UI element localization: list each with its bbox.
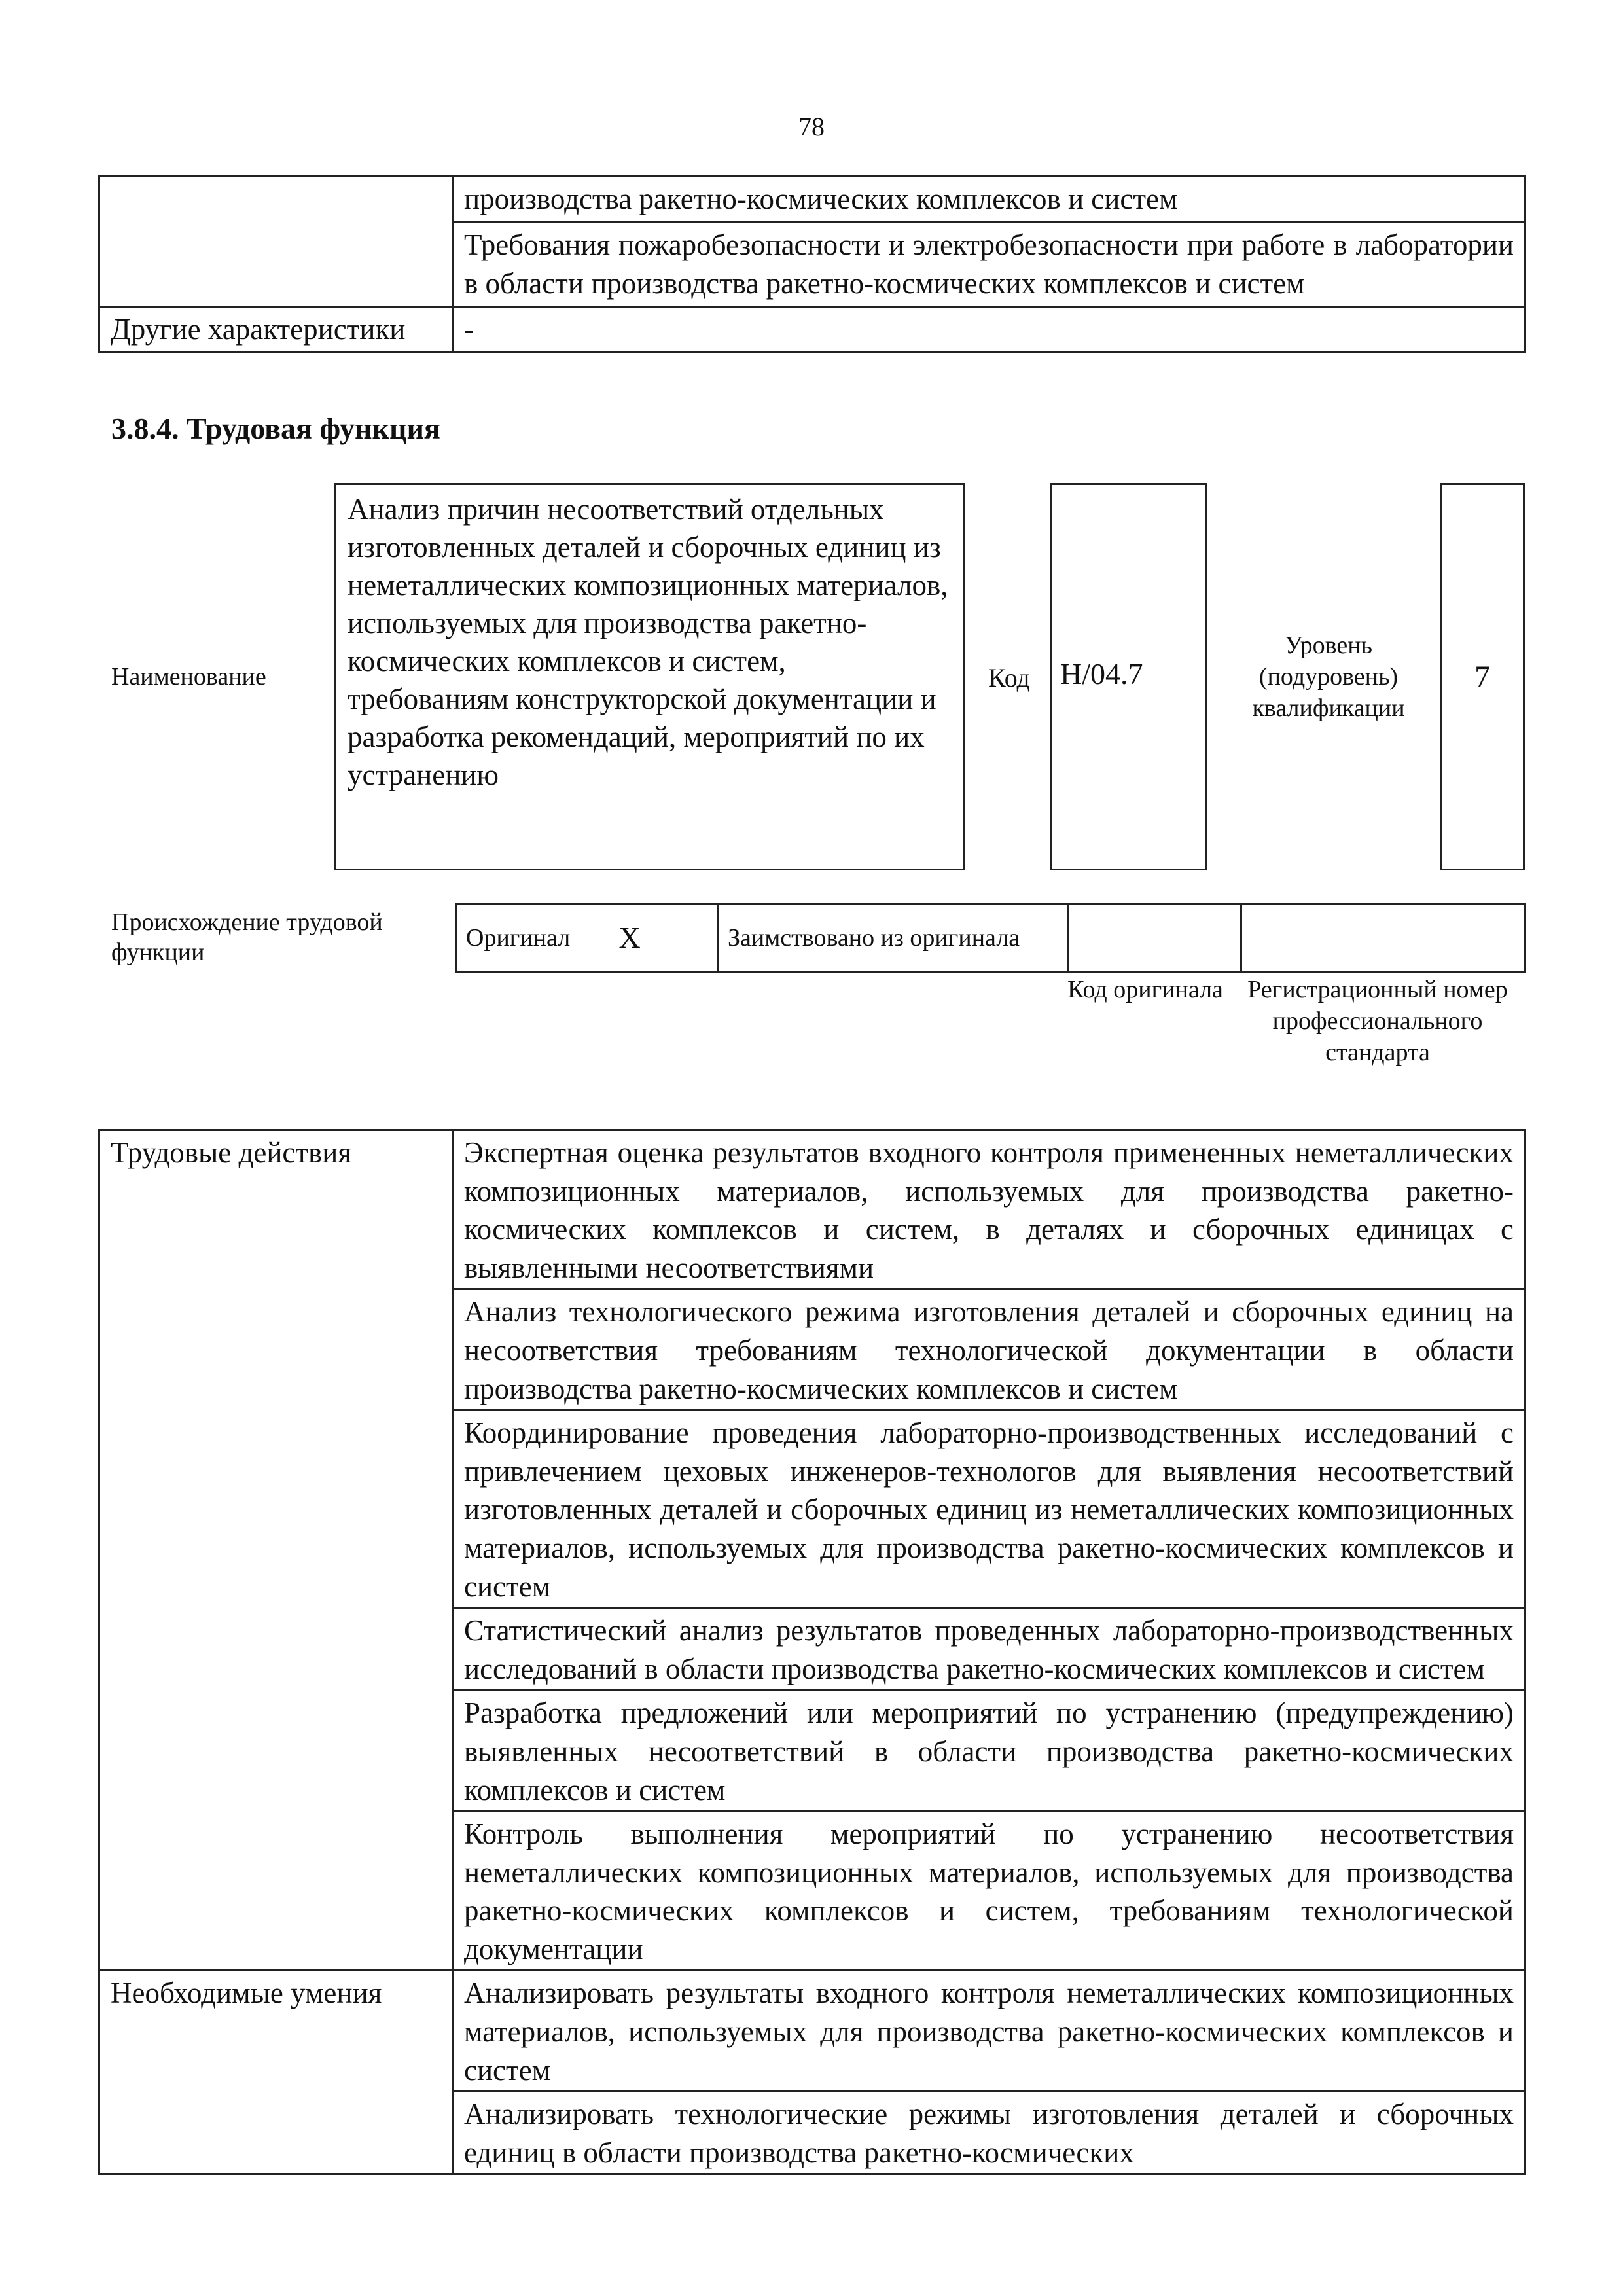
name-label: Наименование [111,663,266,691]
table-cell: Анализировать результаты входного контроля неметаллических композиционных материалов, используемых для производства ракетно-космических комплексов и систем [453,1971,1525,2092]
main-table [98,1129,1526,2175]
section-heading: 3.8.4. Трудовая функция [111,412,440,445]
function-name-box [334,483,965,870]
table-row [99,1130,1525,1289]
table-cell: производства ракетно-космических комплексов и систем [453,177,1525,223]
table-row [99,177,1525,223]
borrowed-label: Заимствовано из оригинала [718,905,1068,972]
table-cell: Экспертная оценка результатов входного контроля примененных неметаллических композиционных материалов, используемых для производства ракетно-космических комплексов и систем, в деталях и сборочных единицах с выявленными несоответствиями [453,1130,1525,1289]
table-cell: Разработка предложений или мероприятий по устранению (предупреждению) выявленных несоответствий в области производства ракетно-космических комплексов и систем [453,1691,1525,1812]
table-cell: Анализировать технологические режимы изготовления деталей и сборочных единиц в области производства ракетно-космических [453,2092,1525,2174]
empty-label-cell [99,177,453,307]
code-label: Код [988,663,1030,692]
code-value: H/04.7 [1060,657,1143,691]
origin-table [455,903,1526,973]
level-label: Уровень (подуровень) квалификации [1252,632,1405,722]
skills-label: Необходимые умения [99,1971,453,2174]
top-table [98,175,1526,353]
table-row [99,1971,1525,2092]
table-row [99,307,1525,353]
function-name: Анализ причин несоответствий отдельных изготовленных деталей и сборочных единиц из неметаллических композиционных материалов, используемых для производства ракетно-космических комплексов и систем, требованиям конструкторской документации и разработка рекомендаций, мероприятий по их устранению [348,493,948,791]
other-characteristics-value: - [453,307,1525,353]
table-cell: Контроль выполнения мероприятий по устранению несоответствия неметаллических композиционных материалов, используемых для производства ракетно-космических комплексов и систем, требованиям технологической документации [453,1812,1525,1971]
original-mark: X [610,905,718,972]
original-code-cell [1068,905,1241,972]
origin-label: Происхождение трудовой функции [111,908,383,966]
other-characteristics-label: Другие характеристики [99,307,453,353]
table-cell: Требования пожаробезопасности и электробезопасности при работе в лаборатории в области производства ракетно-космических комплексов и систем [453,223,1525,307]
original-label: Оригинал [456,905,610,972]
table-cell: Координирование проведения лабораторно-производственных исследований с привлечением цеховых инженеров-технологов для выявления несоответствий изготовленных деталей и сборочных единиц из неметаллических композиционных материалов, используемых для производства ракетно-космических комплексов и систем [453,1410,1525,1608]
table-row [456,905,1525,972]
table-cell: Анализ технологического режима изготовления деталей и сборочных единиц на несоответствия требованиям технологической документации в области производства ракетно-космических комплексов и систем [453,1289,1525,1410]
registration-number-cell [1241,905,1525,972]
page-number: 78 [798,112,825,141]
registration-caption: Регистрационный номер профессионального стандарта [1247,976,1508,1066]
level-value: 7 [1474,659,1490,694]
level-box [1440,483,1525,870]
labor-actions-label: Трудовые действия [99,1130,453,1971]
table-cell: Статистический анализ результатов проведенных лабораторно-производственных исследований в области производства ракетно-космических комплексов и систем [453,1608,1525,1691]
code-caption: Код оригинала [1067,976,1223,1003]
